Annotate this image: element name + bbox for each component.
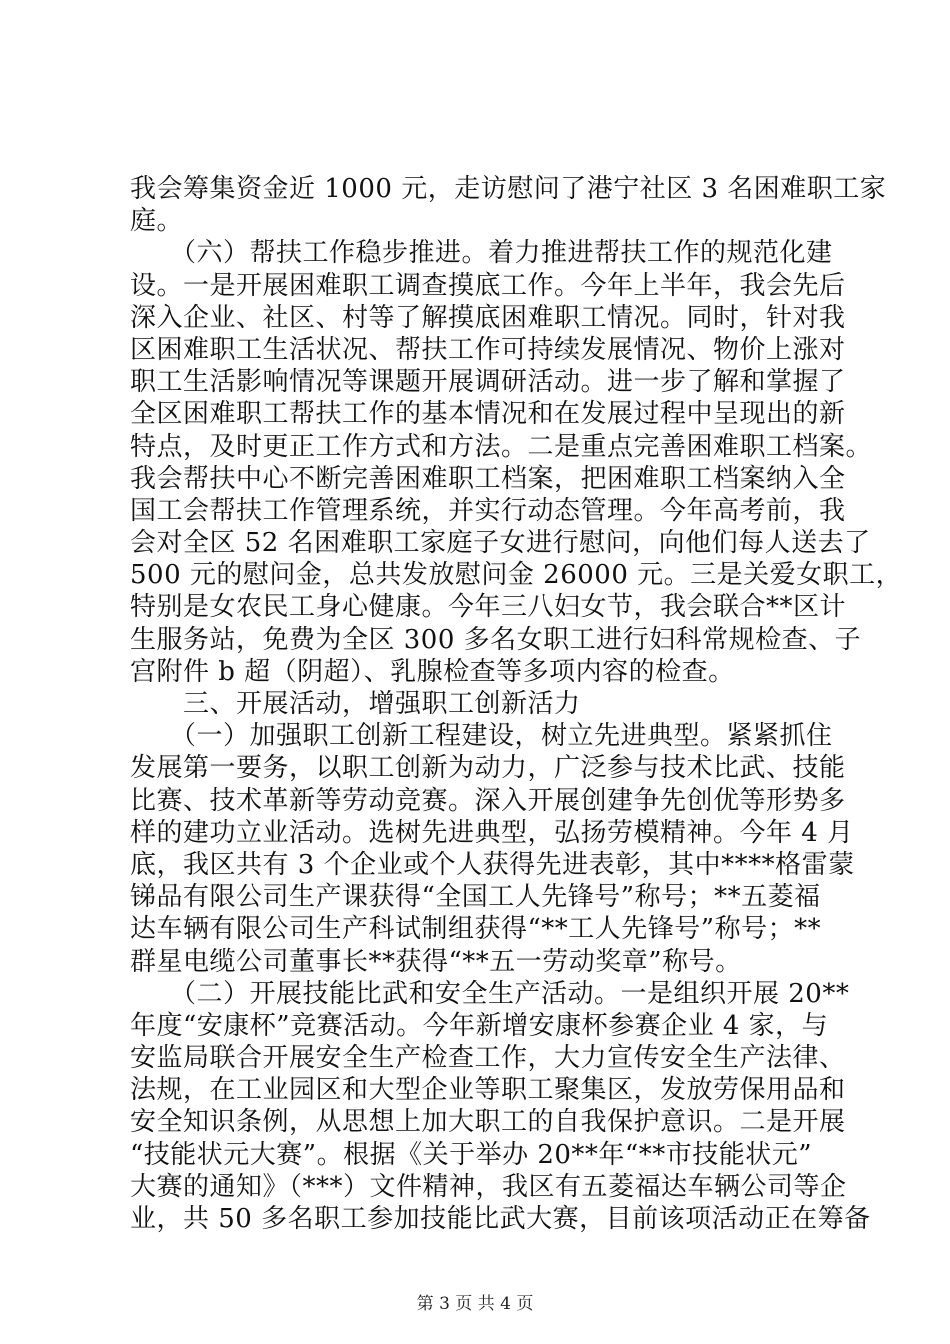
text-line: 年度“安康杯”竞赛活动。今年新增安康杯参赛企业 4 家，与 xyxy=(130,1010,829,1041)
text-line: 底，我区共有 3 个企业或个人获得先进表彰，其中****格雷蒙 xyxy=(130,849,855,880)
text-line: 500 元的慰问金，总共发放慰问金 26000 元。三是关爱女职工， xyxy=(130,560,903,591)
text-line: （一）加强职工创新工程建设，树立先进典型。紧紧抓住 xyxy=(130,721,833,752)
text-line: 群星电缆公司董事长**获得“**五一劳动奖章”称号。 xyxy=(130,946,742,977)
text-line: 达车辆有限公司生产科试制组获得“**工人先锋号”称号；** xyxy=(130,914,822,945)
text-line: 全区困难职工帮扶工作的基本情况和在发展过程中呈现出的新 xyxy=(130,399,846,430)
text-line: 设。一是开展困难职工调查摸底工作。今年上半年，我会先后 xyxy=(130,270,846,301)
text-line: （六）帮扶工作稳步推进。着力推进帮扶工作的规范化建 xyxy=(130,238,833,269)
text-line: 国工会帮扶工作管理系统，并实行动态管理。今年高考前，我 xyxy=(130,495,846,526)
text-line: “技能状元大赛”。根据《关于举办 20**年“**市技能状元” xyxy=(130,1139,813,1170)
page-number-footer: 第 3 页 共 4 页 xyxy=(416,1294,534,1314)
text-line: 我会筹集资金近 1000 元，走访慰问了港宁社区 3 名困难职工家 xyxy=(130,174,887,204)
text-line: 职工生活影响情况等课题开展调研活动。进一步了解和掌握了 xyxy=(130,367,846,398)
text-line: 大赛的通知》（***）文件精神，我区有五菱福达车辆公司等企 xyxy=(130,1171,847,1202)
text-line: 特点，及时更正工作方式和方法。二是重点完善困难职工档案。 xyxy=(130,431,873,462)
text-line: 区困难职工生活状况、帮扶工作可持续发展情况、物价上涨对 xyxy=(130,334,846,365)
text-line: 特别是女农民工身心健康。今年三八妇女节，我会联合**区计 xyxy=(130,592,847,623)
text-line: 安监局联合开展安全生产检查工作，大力宣传安全生产法律、 xyxy=(130,1043,846,1074)
document-body xyxy=(130,173,903,1235)
text-line: 业，共 50 多名职工参加技能比武大赛，目前该项活动正在筹备 xyxy=(130,1204,871,1234)
text-line: 生服务站，免费为全区 300 多名女职工进行妇科常规检查、子 xyxy=(130,624,862,655)
text-line: 锑品有限公司生产课获得“全国工人先锋号”称号；**五菱福 xyxy=(130,882,821,913)
text-line: 法规，在工业园区和大型企业等职工聚集区，发放劳保用品和 xyxy=(130,1075,846,1106)
text-line: 安全知识条例，从思想上加大职工的自我保护意识。二是开展 xyxy=(130,1107,846,1138)
text-line: 发展第一要务，以职工创新为动力，广泛参与技术比武、技能 xyxy=(130,753,846,784)
section-heading: 三、开展活动，增强职工创新活力 xyxy=(130,689,581,719)
text-line: 深入企业、社区、村等了解摸底困难职工情况。同时，针对我 xyxy=(130,302,846,333)
text-line: 庭。 xyxy=(130,206,184,237)
text-line: 会对全区 52 名困难职工家庭子女进行慰问，向他们每人送去了 xyxy=(130,528,871,559)
text-line: 样的建功立业活动。选树先进典型，弘扬劳模精神。今年 4 月 xyxy=(130,817,854,848)
text-line: 我会帮扶中心不断完善困难职工档案，把困难职工档案纳入全 xyxy=(130,463,846,494)
text-line: 宫附件 b 超（阴超）、乳腺检查等多项内容的检查。 xyxy=(130,656,735,687)
text-line: 比赛、技术革新等劳动竞赛。深入开展创建争先创优等形势多 xyxy=(130,785,846,816)
text-line: （二）开展技能比武和安全生产活动。一是组织开展 20** xyxy=(130,978,850,1009)
